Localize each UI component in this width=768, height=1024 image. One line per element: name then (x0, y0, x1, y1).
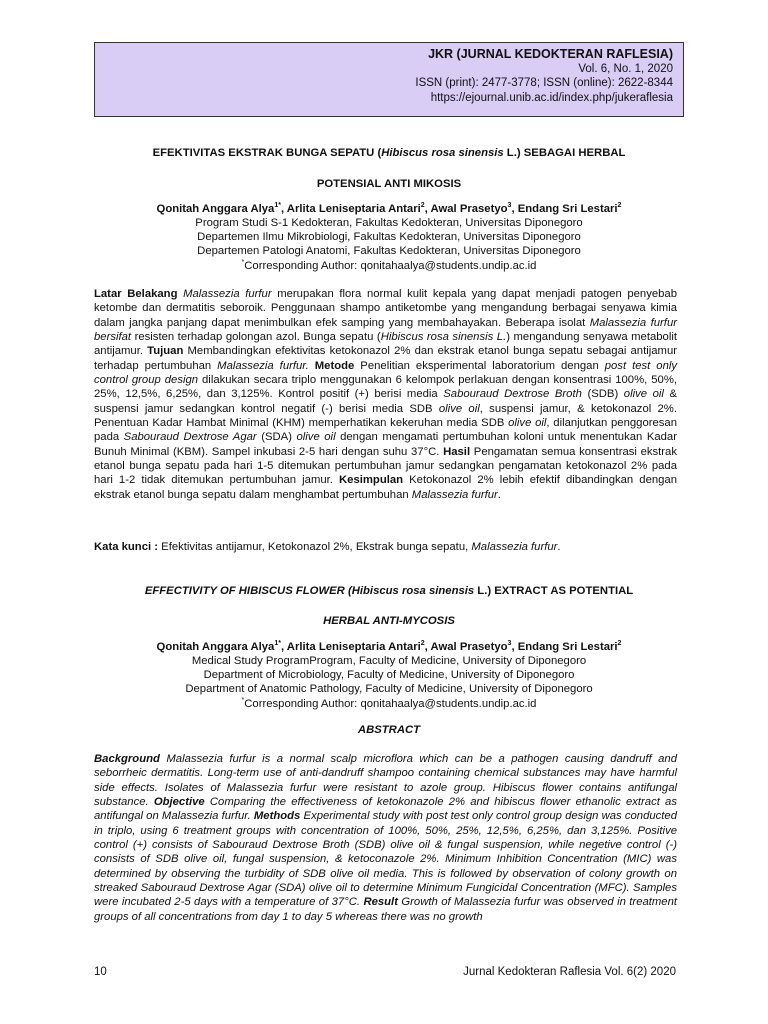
abstract-segment: merupakan flora normal kulit kepala yang dapat menjadi patogen penyebab ketombe dan dermatitis seboroik. Penggunaan shampo antiketombe yang mengandung berbagai senyawa kimia dalam jangka panjang dapat menimbulkan efek samping yang membahayakan. Beberapa isolat (94, 288, 677, 329)
abstract-en (94, 752, 677, 924)
abstract-segment: , dilanjutkan penggoresan pada (94, 417, 677, 444)
keywords-text: Efektivitas antijamur, Ketokonazol 2%, Ekstrak bunga sepatu, (158, 541, 472, 553)
author-sup: 1* (274, 640, 281, 648)
journal-url[interactable]: https://ejournal.unib.ac.id/index.php/jukeraflesia (430, 91, 673, 104)
abstract-segment: , suspensi jamur, & ketokonazol 2%. Penentuan Kadar Hambat Minimal (KHM) memperhatikan kekeruhan media SDB (94, 402, 677, 430)
affiliation: Department of Microbiology, Faculty of Medicine, University of Diponegoro (203, 669, 575, 682)
affiliation: Departemen Ilmu Mikrobiologi, Fakultas Kedokteran, Universitas Diponegoro (197, 231, 581, 244)
author-name: Qonitah Anggara Alya (156, 641, 275, 653)
abstract-segment: Growth of Malassezia furfur was observed in treatment groups of all concentrations from day 1 to day 5 whereas there was no growth (94, 896, 678, 923)
author-name: , Awal Prasetyo (424, 203, 508, 215)
author-name: Qonitah Anggara Alya (156, 203, 275, 215)
abstract-heading: ABSTRACT (357, 724, 421, 736)
affiliation: Departemen Patologi Anatomi, Fakultas Kedokteran, Universitas Diponegoro (197, 245, 581, 258)
author-sup: 2 (617, 640, 622, 648)
abstract-segment: Ketokonazol 2% lebih efektif dibandingkan dengan ekstrak etanol bunga sepatu dalam menghambat pertumbuhan (94, 474, 677, 501)
affiliation: Department of Anatomic Pathology, Faculty of Medicine, University of Diponegoro (185, 683, 593, 696)
abstract-segment: olive oil (438, 402, 480, 415)
abstract-segment: Hibiscus rosa sinensis L. (380, 331, 507, 344)
author-list-en (94, 640, 684, 654)
abstract-segment: Result (363, 896, 398, 909)
corr-text: Corresponding Author: qonitahaalya@students.undip.ac.id (244, 697, 537, 710)
abstract-segment: (SDB) (581, 388, 624, 401)
abstract-segment: & suspensi jamur sedangkan kontrol negatif (-) berisi media SDB (94, 388, 677, 415)
corresponding-author (94, 697, 684, 711)
keywords-italic: Malassezia furfur (471, 541, 558, 553)
author-name: , Awal Prasetyo (424, 641, 508, 653)
title-species: Hibiscus rosa sinensis (351, 585, 475, 597)
article-title-en-line2: HERBAL ANTI-MYCOSIS (323, 615, 455, 627)
abstract-id (94, 287, 677, 502)
title-species: Hibiscus rosa sinensis (381, 147, 504, 159)
article-title-en (94, 585, 684, 597)
affiliation: Program Studi S-1 Kedokteran, Fakultas Kedokteran, Universitas Diponegoro (195, 217, 583, 229)
author-sup: 3 (507, 640, 512, 648)
abstract-segment: . (497, 488, 501, 501)
abstract-segment: Experimental study with post test only control group design was conducted in triplo, using 6 treatment groups with concentration of 100%, 50%, 25%, 12,5%, 6,25%, dan 3,125%. Positive control (+) consists of Sabouraud Dextrose Broth (SDB) olive oil & fungal suspension, while negetive control (-) consists of SDB olive oil, fungal suspension, & ketoconazole 2%. Minimum Inhibition Concentration (MIC) was determined by observing the turbidity of SDB olive oil media. This is followed by observation of colony growth on streaked Sabouraud Dextrose Agar (SDA) olive oil to determine Minimum Fungicidal Concentration (MFC). Samples were incubated 2-5 days with a temperature of 37°C. (94, 810, 677, 909)
keywords-id (94, 540, 677, 554)
abstract-segment: Malassezia furfur (411, 488, 498, 501)
author-sup: 2 (420, 202, 425, 210)
abstract-segment: Malassezia furfur bersifat (94, 316, 677, 344)
author-name: , Endang Sri Lestari (511, 641, 618, 653)
abstract-segment: olive oil (623, 388, 664, 401)
page-number: 10 (94, 966, 107, 978)
title-text: L.) EXTRACT AS POTENTIAL (474, 585, 634, 597)
affiliation-list-id (94, 216, 684, 273)
abstract-segment: Sabouraud Dextrose Broth (443, 388, 582, 401)
title-text: L.) SEBAGAI HERBAL (503, 147, 626, 159)
journal-volume: Vol. 6, No. 1, 2020 (578, 63, 673, 75)
title-text: EFFECTIVITY OF HIBISCUS FLOWER ( (144, 585, 352, 597)
abstract-segment: Hasil (443, 445, 471, 458)
abstract-segment: Tujuan (147, 345, 184, 358)
article-title-id-line2: POTENSIAL ANTI MIKOSIS (316, 178, 462, 190)
abstract-segment: Malassezia furfur. (217, 359, 309, 372)
abstract-segment: Objective (153, 796, 205, 809)
corr-text: Corresponding Author: qonitahaalya@students.undip.ac.id (244, 259, 537, 272)
abstract-segment: (SDA) (256, 431, 297, 444)
abstract-segment: Metode (314, 359, 355, 372)
corr-mark: * (241, 696, 245, 704)
author-sup: 3 (507, 202, 512, 210)
article-title-id (94, 147, 684, 159)
abstract-segment: olive oil (296, 431, 336, 444)
author-name: , Arlita Leniseptaria Antari (280, 203, 421, 215)
abstract-segment: ) mengandung senyawa metabolit antijamur. (94, 331, 677, 358)
abstract-segment: Methods (253, 810, 301, 823)
abstract-segment: Pengamatan semua konsentrasi ekstrak etanol bunga sepatu pada hari 1-5 ditemukan pertumbuhan jamur sedangkan pengamatan ketokonazol 2% pada hari 1-2 tidak ditemukan pertumbuhan jamur. (94, 445, 677, 487)
abstract-segment: olive oil (508, 417, 547, 430)
author-name: , Endang Sri Lestari (511, 203, 618, 215)
title-text: EFEKTIVITAS EKSTRAK BUNGA SEPATU ( (152, 147, 382, 159)
journal-header-box (94, 42, 684, 117)
journal-issn: ISSN (print): 2477-3778; ISSN (online): 2622-8344 (415, 77, 673, 90)
abstract-segment: Sabouraud Dextrose Agar (123, 431, 257, 444)
abstract-segment: post test only control group design (94, 359, 678, 387)
author-sup: 1* (274, 202, 281, 210)
abstract-segment: Background (94, 753, 160, 765)
corresponding-author (94, 259, 684, 273)
author-sup: 2 (617, 202, 622, 210)
abstract-segment: resisten terhadap golongan azol. Bunga sepatu ( (131, 331, 381, 344)
keywords-end: . (557, 541, 561, 553)
author-list-id (94, 202, 684, 216)
abstract-segment: Penelitian eksperimental laboratorium dengan (354, 359, 605, 372)
abstract-segment: Comparing the effectiveness of ketokonazole 2% and hibiscus flower ethanolic extract as antifungal on Malassezia furfur. (94, 796, 677, 823)
abstract-segment: Kesimpulan (339, 474, 404, 487)
author-name: , Arlita Leniseptaria Antari (280, 641, 421, 653)
affiliation-list-en (94, 654, 684, 711)
affiliation: Medical Study ProgramProgram, Faculty of Medicine, University of Diponegoro (191, 655, 587, 667)
abstract-segment: Membandingkan efektivitas ketokonazol 2% dan ekstrak etanol bunga sepatu sebagai antijamur terhadap pertumbuhan (94, 345, 677, 372)
abstract-segment: Malassezia furfur is a normal scalp microflora which can be a pathogen causing dandruff and seborrheic dermatitis. Long-term use of anti-dandruff shampoo containing chemical substances may have harmful side effects. Isolates of Malassezia furfur were resistant to azole group. Hibiscus flower contains antifungal substance. (94, 753, 677, 809)
abstract-segment: Latar Belakang (94, 288, 178, 300)
author-sup: 2 (420, 640, 425, 648)
abstract-segment: Malassezia furfur (183, 288, 272, 300)
corr-mark: * (241, 258, 245, 266)
abstract-segment: dengan mengamati pertumbuhan koloni untuk menentukan Kadar Bunuh Minimal (KBM). Sampel inkubasi 2-5 hari dengan suhu 37°C. (94, 431, 677, 458)
journal-name: JKR (JURNAL KEDOKTERAN RAFLESIA) (428, 47, 673, 61)
footer-journal-ref: Jurnal Kedokteran Raflesia Vol. 6(2) 2020 (463, 966, 676, 978)
keywords-label: Kata kunci : (94, 541, 159, 553)
abstract-segment: dilakukan secara triplo menggunakan 6 kelompok perlakuan dengan konsentrasi 100%, 50%, 25%, 12,5%, 6,25%, dan 3,125%. Kontrol positif (+) berisi media (94, 374, 677, 401)
